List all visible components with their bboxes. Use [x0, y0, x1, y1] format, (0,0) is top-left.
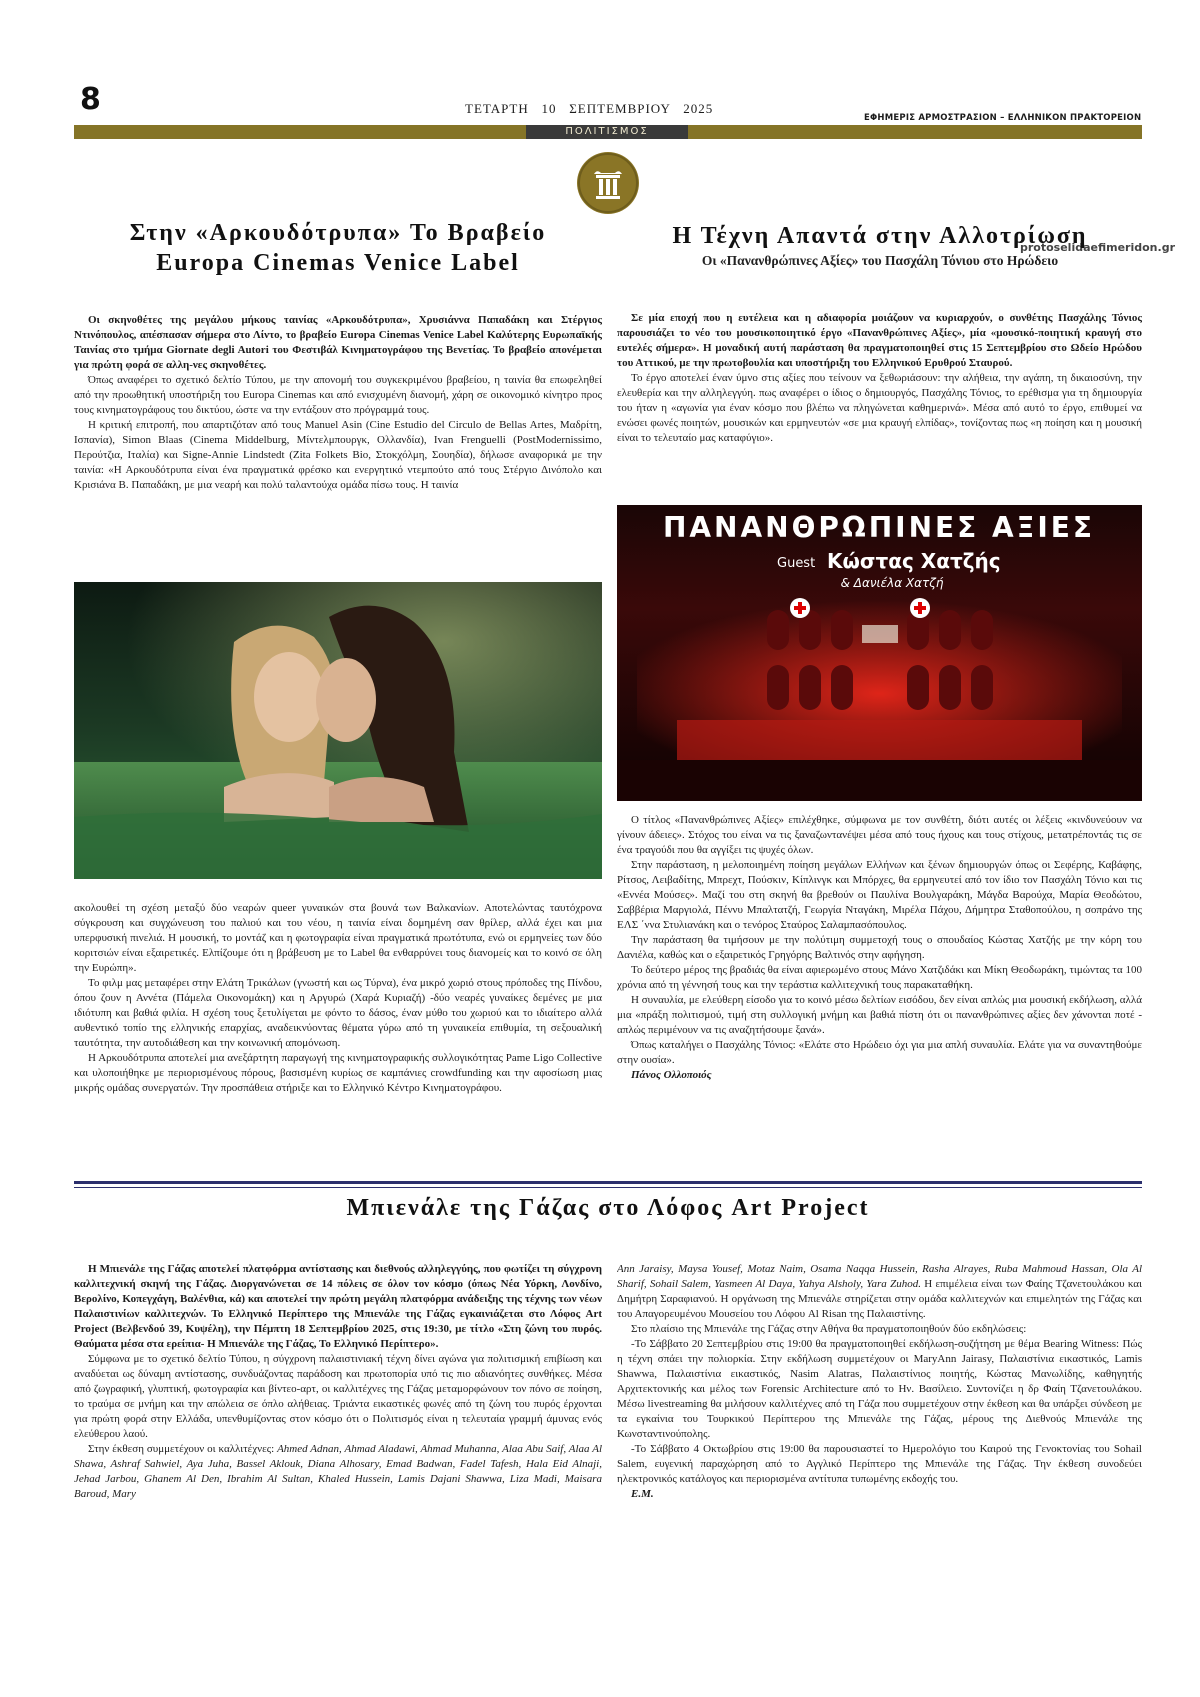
film-still-photo: [74, 582, 602, 879]
right-article-body-bottom: [617, 813, 1142, 1173]
artists-list-cont: Ann Jaraisy, Maysa Yousef, Motaz Naim, Osama Naqqa Hussein, Rasha Alrayes, Ruba Mahmoud Hassan, Ola Al Sharif, Sohail Salem, Yasmeen Al Daya, Yahya Alsholy, Yara Zuhod.: [617, 1263, 1142, 1290]
bottom-paragraph: -Το Σάββατο 20 Σεπτεμβρίου στις 19:00 θα πραγματοποιηθεί εκδήλωση-συζήτηση με θέμα Bearing Witness: Πώς η τέχνη σπάει την πολιορκία. Στην εκδήλωση συμμετέχουν οι MaryAnn Jairasy, Παλαιστίνια εικαστικός, Lamis Shawwa, Παλαιστίνια εικαστικός, Nasim Alatras, Παλαιστίνιος ποιητής, Κώστας Μανωλίδης, καθηγητής Αρχιτεκτονικής και μέλος των Forensic Architecture από το Ην. Βασίλειο. Συντονίζει η δρ Φαίη Τζανετουλάκου. Μέσω livestreaming θα μιλήσουν καλλιτέχνες από τη Γάζα που συμμετέχουν στην έκθεση και θα υπάρξει σύνδεση με τα εγκαίνια του Τουρκικού Περίπτερου της Μπιενάλε της Γάζας, μέρους της Διεθνούς Μπιενάλε της Κωνσταντινούπολης.: [617, 1338, 1142, 1440]
right-paragraph: Στην παράσταση, η μελοποιημένη ποίηση μεγάλων Ελλήνων και ξένων δημιουργών όπως οι Σεφέρης, Καβάφης, Ρίτσος, Λειβαδίτης, Μπρεχτ, Πούσκιν, Κίπλινγκ και Μπόρχες, θα ερμηνευτεί από τον ίδιο τον Πασχάλη Τόνιο και τις «Εννέα Μούσες». Μαζί του στη σκηνή θα βρεθούν οι Παυλίνα Βουλγαράκη, Μάγδα Βαρούχα, Μαρία Θεοδώτου, Σαββέρια Μαργιολά, Πέννυ Μπαλτατζή, Γεωργία Νταγάκη, Μιρέλα Πάχου, Δήμητρα Σταθοπούλου, η σοπράνο της ΕΛΣ ΄ννα Στυλιανάκη και ο τενόρος Σταύρος Σαλαμπασόπουλος.: [617, 859, 1142, 931]
artists-list: Ahmed Adnan, Ahmad Aladawi, Ahmad Muhanna, Alaa Abu Saif, Alaa Al Shawa, Ashraf Sahwiel, Aya Juha, Bassel Aklouk, Diana Alhosary, Emad Badwan, Fadel Tafesh, Hala Eid Alnaji, Jehad Jarbou, Ghanem Al Den, Ibrahim Al Sultan, Khaled Hussein, Lamis Dajani Shawwa, Liza Madi, Maisara Baroud, Mary: [74, 1443, 602, 1500]
right-paragraph: Το δεύτερο μέρος της βραδιάς θα είναι αφιερωμένο στους Μάνο Χατζιδάκι και Μίκη Θεοδωράκη, τιμώντας τα 100 χρόνια από τη γέννησή τους και την τεράστια καλλιτεχνική τους παρακαταθήκη.: [617, 964, 1142, 991]
bottom-paragraph: -Το Σάββατο 4 Οκτωβρίου στις 19:00 θα παρουσιαστεί το Ημερολόγιο του Καιρού της Γενοκτονίας του Sohail Salem, ευγενική παραχώρηση από το Αγγλικό Περίπτερο της Μπιενάλε της Γάζας. Την έκθεση συνοδεύει ηλεκτρονικός κατάλογος και περιορισμένα αντίτυπα τυπωμένης εκδοχής του.: [617, 1443, 1142, 1485]
left-lead: Οι σκηνοθέτες της μεγάλου μήκους ταινίας «Αρκουδότρυπα», Χρυσιάννα Παπαδάκη και Στέργιος Ντινόπουλος, απέσπασαν σήμερα στο Λίντο, το βραβείο Europa Cinemas Venice Label Καλύτερης Ευρωπαϊκής Ταινίας στο τμήμα Giornate degli Autori του Φεστιβάλ Κινηματογράφου της Βενετίας. Το βραβείο απονέμεται για πρώτη φορά σε αλλη-νες σκηνοθέτες.: [74, 314, 602, 371]
curators-text: Η επιμέλεια είναι των Φαίης Τζανετουλάκου και Δημήτρη Σαραφιανού. Η οργάνωση της Μπιενάλε στηρίζεται στην ομάδα καλλιτεχνών και επιμελητών της Γάζας και του Απαγορευμένου Μουσείου του Λόφου Al Risan της Παλαιστίνης.: [617, 1278, 1142, 1320]
masthead: ΕΦΗΜΕΡΙΣ ΑΡΜΟΣΤΡΑΣΙΟΝ – ΕΛΛΗΝΙΚΟΝ ΠΡΑΚΤΟΡΕΙΟΝ: [864, 113, 1142, 123]
bottom-signature: Ε.Μ.: [631, 1488, 654, 1500]
right-paragraph: Την παράσταση θα τιμήσουν με την πολύτιμη συμμετοχή τους ο σπουδαίος Κώστας Χατζής με την κόρη του Δανιέλα, καθώς και ο εξαιρετικός Γρηγόρης Βαλτινός στην αφήγηση.: [617, 934, 1142, 961]
bottom-article-body-left: [74, 1262, 602, 1594]
column-emblem-icon: [577, 152, 639, 214]
page-number: 8: [80, 82, 101, 117]
concert-poster: [617, 505, 1142, 801]
divider-rule-thin: [74, 1187, 1142, 1188]
poster-guest2: & Δανιέλα Χατζή: [840, 576, 944, 590]
bottom-lead: Η Μπιενάλε της Γάζας αποτελεί πλατφόρμα αντίστασης και διεθνούς αλληλεγγύης, που φωτίζει τη σύγχρονη καλλιτεχνική σκηνή της Γάζας. Διοργανώνεται σε 14 πόλεις σε όλον τον κόσμο (όπως Νέα Υόρκη, Λονδίνο, Βερολίνο, Κοπεγχάγη, Βαλένθια, κά) και αποτελεί την πρώτη μεγάλη πλατφόρμα ανάδειξης της τέχνης των νέων Παλαιστινίων καλλιτεχνών. Το Ελληνικό Περίπτερο της Μπιενάλε της Γάζας εγκαινιάζεται στο Λόφος Art Project (Βελβενδού 39, Κυψέλη), την Πέμπτη 18 Σεπτεμβρίου 2025, στις 19:30, με τίτλο «Στη ζώνη του πυρός. Θαύματα μέσα στα ερείπια- Η Μπιενάλε της Γάζας, Το Ελληνικό Περίπτερο».: [74, 1263, 602, 1350]
divider-rule: [74, 1181, 1142, 1184]
right-signature: Πάνος Ολλοποιός: [631, 1069, 712, 1081]
left-article-body-top: [74, 313, 602, 581]
poster-guest-label: Guest: [777, 556, 816, 571]
bottom-paragraph: [74, 1442, 602, 1502]
right-article-body-top: [617, 311, 1142, 493]
poster-title: ΠΑΝΑΝΘΡΩΠΙΝΕΣ ΑΞΙΕΣ: [662, 511, 1096, 544]
bottom-paragraph: Στο πλαίσιο της Μπιενάλε της Γάζας στην Αθήνα θα πραγματοποιηθούν δύο εκδηλώσεις:: [631, 1323, 1027, 1335]
bottom-paragraph: Σύμφωνα με το σχετικό δελτίο Τύπου, η σύγχρονη παλαιστινιακή τέχνη δίνει αγώνα για πολιτισμική επιβίωση και αναδύεται ως δύναμη αντίστασης, συνδυάζοντας παράδοση και πρωτοπορία υπό τις πιο αδιανόητες συνθήκες. Μέσα από ζωγραφική, γλυπτική, φωτογραφία και βίντεο-αρτ, οι καλλιτέχνες της Γάζας μεταμορφώνουν τον πόνο σε ποίηση, το τραύμα σε μνήμη και την απώλεια σε όπλο αλήθειας. Τριάντα εικαστικές φωνές από τη ζώνη του πυρός έρχονται για πρώτη φορά στην Ελλάδα, υπενθυμίζοντας στον κόσμο ότι ο Πολιτισμός είναι η τελευταία γραμμή άμυνας ενός ελεύθερου λαού.: [74, 1353, 602, 1440]
dateline: ΤΕΤΑΡΤΗ 10 ΣΕΠΤΕΜΒΡΙΟΥ 2025: [465, 101, 714, 116]
right-paragraph: Η συναυλία, με ελεύθερη είσοδο για το κοινό μέσω δελτίων εισόδου, δεν είναι απλώς μια μουσική εκδήλωση, αλλά μια «πράξη πολιτισμού, τιμή στη συλλογική μνήμη και βαθιά πίστη ότι οι πανανθρώπινες αξίες δεν χάνονται ποτέ - απλώς περιμένουν να τις αναζητήσουμε ξανά».: [617, 994, 1142, 1036]
right-paragraph: Το έργο αποτελεί έναν ύμνο στις αξίες που τείνουν να ξεθωριάσουν: την αλήθεια, την αγάπη, τη δικαιοσύνη, την ελευθερία και την αλληλεγγύη. πως αναφέρει ο ίδιος ο δημιουργός, Πασχάλης Τόνιος, το ερέθισμα για τη δημιουργία του ήταν η «αγωνία για έναν κόσμο που βλέπω να πληγώνεται καθημερινά». Μέσα από αυτό το έργο, επιθυμεί να ενώσει φωνές ποιητών, μουσικών και ερμηνευτών «σε μια κραυγή ελπίδας», τονίζοντας πως «η ποίηση και η μουσική είναι το τελευταίο μας καταφύγιο».: [617, 372, 1142, 444]
left-title-line1: Στην «Αρκουδότρυπα» Το Βραβείο: [129, 220, 547, 246]
section-label: ΠΟΛΙΤΙΣΜΟΣ: [526, 125, 688, 139]
bottom-article-body-right: [617, 1262, 1142, 1594]
left-paragraph: Το φιλμ μας μεταφέρει στην Ελάτη Τρικάλων (γνωστή και ως Τύρνα), ένα μικρό χωριό στους πρόποδες της Πίνδου, όπου ζουν η Αννέτα (Πάμελα Οικονομάκη) και η Αργυρώ (Χαρά Κυριαζή) -δύο νεαρές γυναίκες δεμένες με μια ιδιότυπη και βαθιά φιλία. Η σχέση τους ξετυλίγεται με φόντο το δάσος, έναν μύθο του χωριού και το ιδιαίτερο αλλά αυθεντικό τοπίο της ελληνικής επαρχίας, αναδεικνύοντας θέματα γύρω από τη γυναικεία επιθυμία, τη σεξουαλική ταυτότητα, την αυτοδιάθεση και την κοινωνική απομόνωση.: [74, 977, 602, 1049]
left-title-line2: Europa Cinemas Venice Label: [156, 250, 520, 276]
right-paragraph: Ο τίτλος «Πανανθρώπινες Αξίες» επιλέχθηκε, σύμφωνα με τον συνθέτη, διότι αυτές οι λέξεις «κινδυνεύουν να γίνουν άδειες». Στόχος του είναι να τις ξαναζωντανέψει μέσα από τους ήχους και τους στίχους, μετατρέποντάς τις σε ένα τραγούδι που θα αγγίξει τις ψυχές όλων.: [617, 814, 1142, 856]
bottom-article-title: Μπιενάλε της Γάζας στο Λόφος Art Project: [346, 1195, 870, 1221]
left-paragraph: Η κριτική επιτροπή, που απαρτιζόταν από τους Manuel Asin (Cine Estudio del Circulo de Bellas Artes, Μαδρίτη, Ισπανία), Simon Blaas (Cinema Middelburg, Μίντελμπουργκ, Ολλανδία), Ivan Frenguelli (PostModernissimo, Περούτζια, Ιταλία) και Signe-Annie Lindstedt (Zita Folkets Bio, Στοκχόλμη, Σουηδία), δήλωσε αναφορικά με την ταινία: «Η Αρκουδότρυπα είναι ένα πραγματικά φρέσκο και ενεργητικό ντεμπούτο από τους Στέργιο Δινόπολο και Κρισιάνα Β. Παπαδάκη, με μια νεαρή και πολύ ταλαντούχα ομάδα πίσω τους. Η ταινία: [74, 419, 602, 491]
right-article-subtitle: Οι «Πανανθρώπινες Αξίες» του Πασχάλη Τόνιου στο Ηρώδειο: [701, 253, 1059, 268]
poster-guest-name: Κώστας Χατζής: [827, 549, 1001, 573]
right-lead: Σε μία εποχή που η ευτέλεια και η αδιαφορία μοιάζουν να κυριαρχούν, ο συνθέτης Πασχάλης Τόνιος παρουσιάζει το νέο του μουσικοποιητικό έργο «Πανανθρώπινες Αξίες», μία «μουσικό-ποιητική κραυγή στο ευτελές σήμερα». Η μοναδική αυτή παράσταση θα πραγματοποιηθεί στις 15 Σεπτεμβρίου στο Ωδείο Ηρώδου του Αττικού, με την πρωτοβουλία και υποστήριξη του Ελληνικού Ερυθρού Σταυρού.: [617, 312, 1142, 369]
right-paragraph: Όπως καταλήγει ο Πασχάλης Τόνιος: «Ελάτε στο Ηρώδειο όχι για μια απλή συναυλία. Ελάτε για να συναντηθούμε στην ουσία».: [617, 1039, 1142, 1066]
artists-intro: Στην έκθεση συμμετέχουν οι καλλιτέχνες:: [88, 1443, 275, 1455]
left-article-body-bottom: [74, 901, 602, 1177]
right-article-title: Η Τέχνη Απαντά στην Αλλοτρίωση: [672, 223, 1088, 249]
watermark: protoselidaefimeridon.gr: [1020, 241, 1175, 254]
left-paragraph: Όπως αναφέρει το σχετικό δελτίο Τύπου, με την απονομή του συγκεκριμένου βραβείου, η ταινία θα επωφεληθεί από την προωθητική υποστήριξη του Europa Cinemas και από ενισχυμένη διανομή, χάρη σε οικονομικό κίνητρο προς τους κινηματογράφους του δικτύου, ώστε να την εντάξουν στο πρόγραμμά τους.: [74, 374, 602, 416]
left-paragraph: ακολουθεί τη σχέση μεταξύ δύο νεαρών queer γυναικών στα βουνά των Βαλκανίων. Αποτελώντας ταυτόχρονα σύγκρουση και συγχώνευση του παλιού και του νέου, η ταινία είναι δομημένη σαν θρίλερ, αλλά έχει και μια υπερφυσική πινελιά. Η μουσική, το μοντάζ και η φωτογραφία είναι πραγματικά πρωτότυπα, ενώ οι ερμηνείες των δύο κοριτσιών είναι εξαιρετικές. Ελπίζουμε ότι η βράβευση με το Label θα ενθαρρύνει τους διανομείς και το κοινό σε όλη την Ευρώπη».: [74, 902, 602, 974]
left-paragraph: Η Αρκουδότρυπα αποτελεί μια ανεξάρτητη παραγωγή της κινηματογραφικής συλλογικότητας Pame Ligo Collective και υλοποιήθηκε με περιορισμένους πόρους, βασισμένη κυρίως σε καμπάνιες crowdfunding και την αφοσίωση μιας μικρής ομάδας συνεργατών. Την προσπάθεια στήριξε και το Ελληνικό Κέντρο Κινηματογράφου.: [74, 1052, 602, 1094]
bottom-paragraph: [617, 1262, 1142, 1322]
left-article-title: [74, 218, 602, 278]
